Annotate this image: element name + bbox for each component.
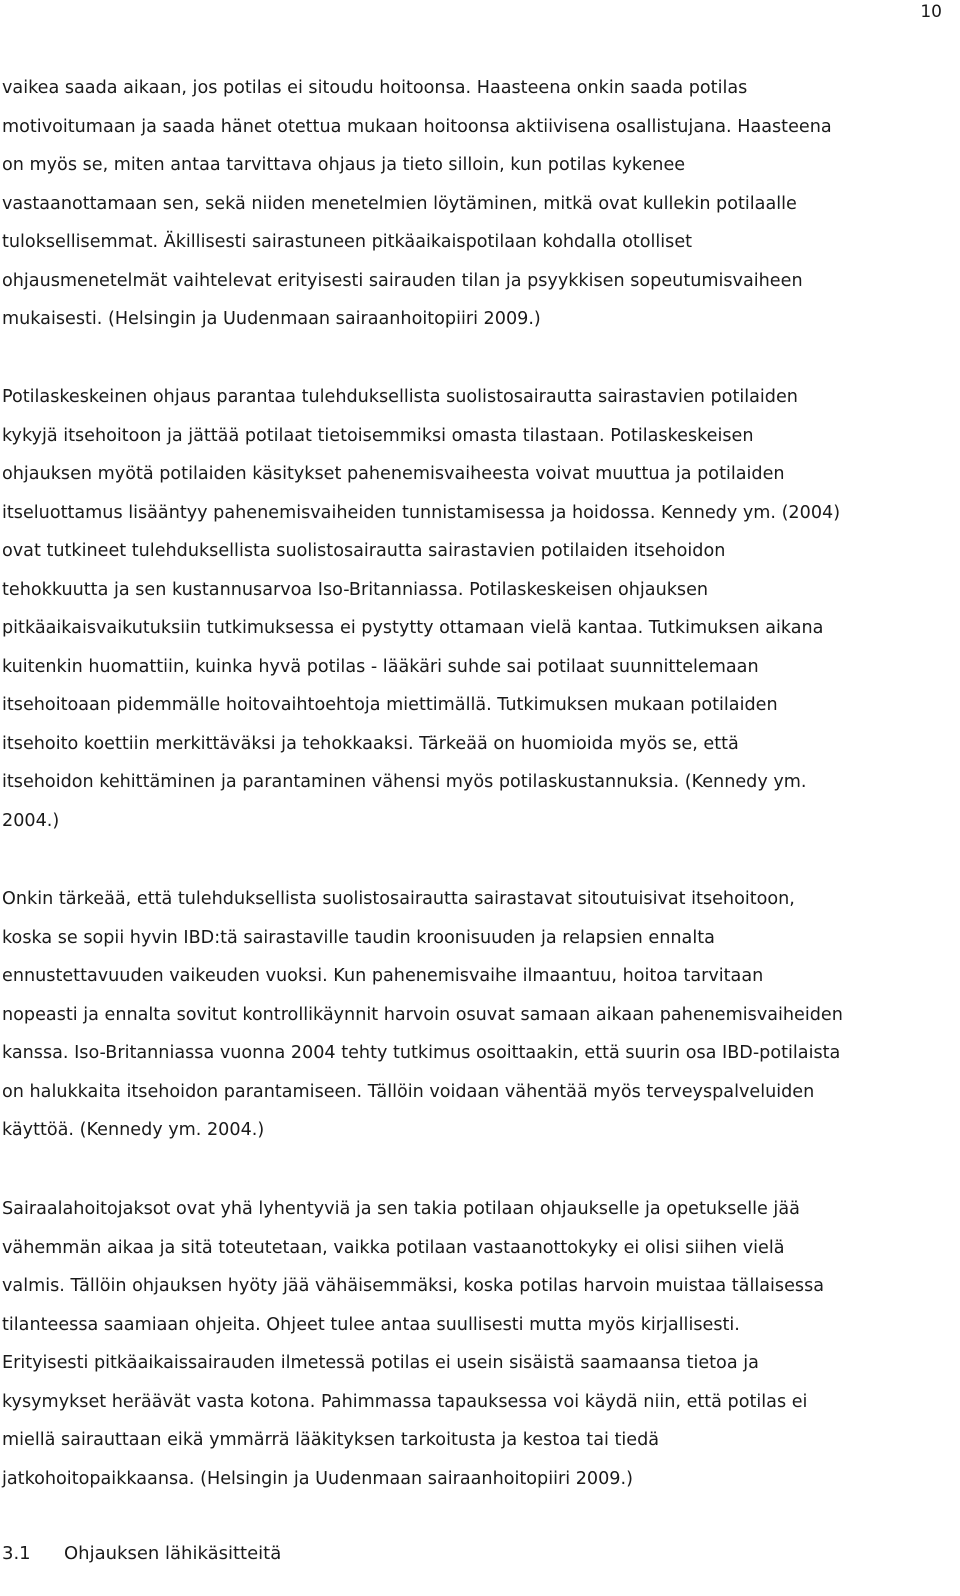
text-line: jatkohoitopaikkaansa. (Helsingin ja Uudenmaan sairaanhoitopiiri 2009.) [2,1468,633,1489]
text-line: valmis. Tällöin ohjauksen hyöty jää vähäisemmäksi, koska potilas harvoin muistaa tällaisessa [2,1276,825,1296]
section-number: 3.1 [2,1543,31,1564]
text-line: käyttöä. (Kennedy ym. 2004.) [2,1120,265,1140]
text-line: itsehoito koettiin merkittäväksi ja tehokkaaksi. Tärkeää on huomioida myös se, että [2,733,739,754]
text-line: miellä sairauttaan eikä ymmärrä lääkityksen tarkoitusta ja kestoa tai tiedä [2,1430,660,1450]
page-number: 10 [920,2,942,22]
text-line: vaikea saada aikaan, jos potilas ei sitoudu hoitoonsa. Haasteena onkin saada potilas [2,78,748,98]
text-line: tehokkuutta ja sen kustannusarvoa Iso-Britanniassa. Potilaskeskeisen ohjauksen [2,579,709,600]
text-line: pitkäaikaisvaikutuksiin tutkimuksessa ei pystytty ottamaan vielä kantaa. Tutkimuksen aikana [2,618,824,638]
text-line: nopeasti ja ennalta sovitut kontrollikäynnit harvoin osuvat samaan aikaan pahenemisvaiheiden [2,1004,843,1025]
text-line: tuloksellisemmat. Äkillisesti sairastuneen pitkäaikaispotilaan kohdalla otolliset [2,232,693,252]
text-line: ohjausmenetelmät vaihtelevat erityisesti sairauden tilan ja psyykkisen sopeutumisvaiheen [2,270,803,291]
text-line: tilanteessa saamiaan ohjeita. Ohjeet tulee antaa suullisesti mutta myös kirjallisesti. [2,1314,740,1335]
text-line: itsehoidon kehittäminen ja parantaminen vähensi myös potilaskustannuksia. (Kennedy ym. [2,772,807,792]
text-line: motivoitumaan ja saada hänet otettua mukaan hoitoonsa aktiivisena osallistujana. Haasteena [2,116,832,137]
text-line: on myös se, miten antaa tarvittava ohjaus ja tieto silloin, kun potilas kykenee [2,155,686,175]
text-line: Potilaskeskeinen ohjaus parantaa tulehduksellista suolistosairautta sairastavien potilaiden [2,387,798,407]
text-line: on halukkaita itsehoidon parantamiseen. Tällöin voidaan vähentää myös terveyspalveluiden [2,1081,815,1102]
text-line: kuitenkin huomattiin, kuinka hyvä potilas - lääkäri suhde sai potilaat suunnittelemaan [2,656,759,677]
text-line: 2004.) [2,810,60,831]
section-title: Ohjauksen lähikäsitteitä [64,1543,282,1564]
text-line: ohjauksen myötä potilaiden käsitykset pahenemisvaiheesta voivat muuttua ja potilaiden [2,464,785,484]
paragraph-2 [2,378,952,840]
text-line: kysymykset heräävät vasta kotona. Pahimmassa tapauksessa voi käydä niin, että potilas ei [2,1391,808,1412]
text-line: koska se sopii hyvin IBD:tä sairastaville taudin kroonisuuden ja relapsien ennalta [2,927,715,948]
text-line: mukaisesti. (Helsingin ja Uudenmaan sairaanhoitopiiri 2009.) [2,309,541,329]
paragraph-3 [2,880,952,1150]
text-line: ovat tutkineet tulehduksellista suolistosairautta sairastavien potilaiden itsehoidon [2,541,726,561]
text-line: Sairaalahoitojaksot ovat yhä lyhentyviä ja sen takia potilaan ohjaukselle ja opetukselle jää [2,1199,800,1219]
paragraph-4 [2,1190,952,1498]
text-line: kanssa. Iso-Britanniassa vuonna 2004 tehty tutkimus osoittaakin, että suurin osa IBD-potilaista [2,1043,841,1063]
text-line: Onkin tärkeää, että tulehduksellista suolistosairautta sairastavat sitoutuisivat itsehoitoon, [2,889,795,909]
section-heading [2,1540,281,1568]
text-line: ennustettavuuden vaikeuden vuoksi. Kun pahenemisvaihe ilmaantuu, hoitoa tarvitaan [2,966,764,986]
text-line: itsehoitoaan pidemmälle hoitovaihtoehtoja miettimällä. Tutkimuksen mukaan potilaiden [2,695,778,715]
text-line: vähemmän aikaa ja sitä toteutetaan, vaikka potilaan vastaanottokyky ei olisi siihen vielä [2,1237,785,1258]
text-line: kykyjä itsehoitoon ja jättää potilaat tietoisemmiksi omasta tilastaan. Potilaskeskeisen [2,425,754,446]
text-line: itseluottamus lisääntyy pahenemisvaiheiden tunnistamisessa ja hoidossa. Kennedy ym. (2004) [2,502,841,523]
text-line: Erityisesti pitkäaikaissairauden ilmetessä potilas ei usein sisäistä saamaansa tietoa ja [2,1353,759,1373]
paragraph-1 [2,69,952,339]
text-line: vastaanottamaan sen, sekä niiden menetelmien löytäminen, mitkä ovat kullekin potilaalle [2,193,797,214]
